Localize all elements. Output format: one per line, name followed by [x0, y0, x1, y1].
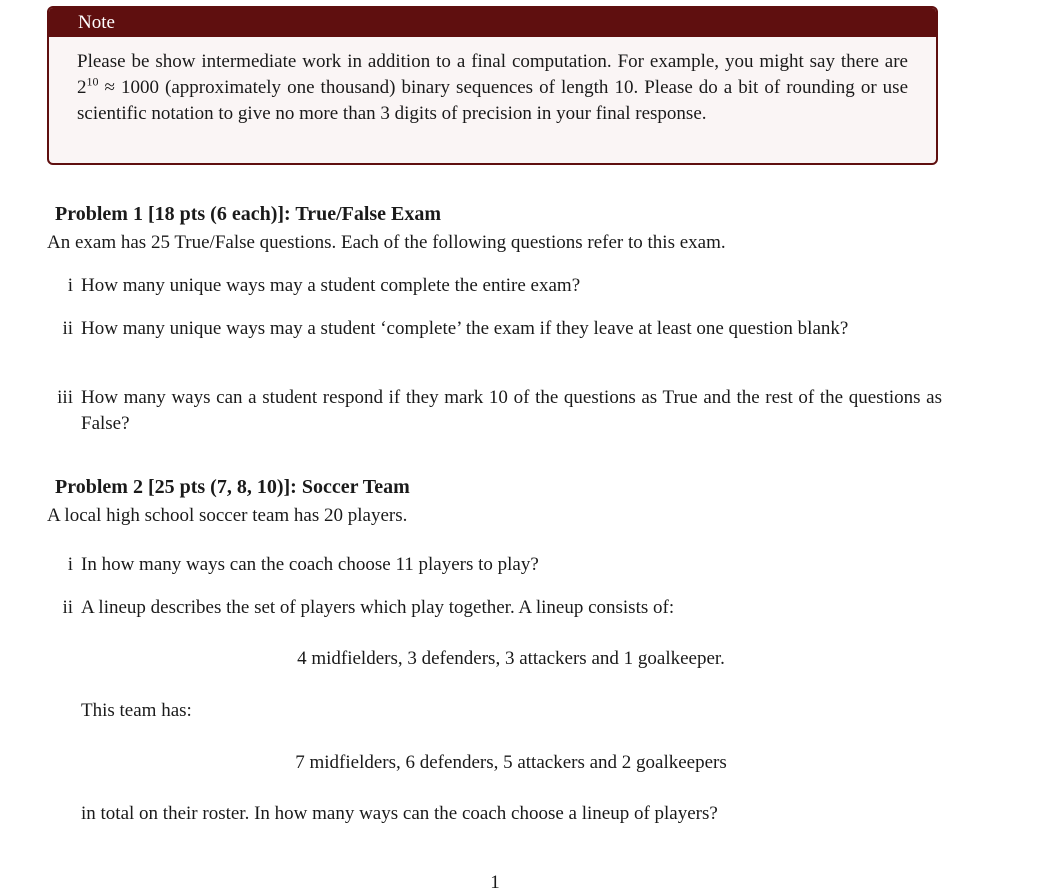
note-body	[49, 37, 936, 127]
item-text: In how many ways can the coach choose 11 players to play?	[81, 554, 539, 575]
note-power: 10	[86, 74, 99, 89]
note-text-after-power: ≈ 1000 (approximately one thousand) binary sequences of length 10. Please do a bit of rounding or use scientific notation to give no more than 3 digits of precision in your final response.	[77, 77, 908, 124]
problem-2-closing: in total on their roster. In how many ways can the coach choose a lineup of players?	[81, 803, 718, 824]
problem-1-item-iii	[47, 385, 942, 437]
item-text: How many unique ways may a student complete the entire exam?	[81, 275, 581, 296]
item-number: ii	[62, 597, 73, 618]
problem-1-heading: Problem 1 [18 pts (6 each)]: True/False Exam	[55, 203, 442, 225]
problem-2-heading: Problem 2 [25 pts (7, 8, 10)]: Soccer Team	[55, 476, 410, 498]
item-number: ii	[62, 318, 73, 339]
problem-1-item-ii	[47, 316, 942, 342]
roster-composition: 7 midfielders, 6 defenders, 5 attackers and 2 goalkeepers	[295, 752, 727, 773]
item-text: How many ways can a student respond if they mark 10 of the questions as True and the rest of the questions as False?	[81, 387, 942, 434]
note-box	[47, 6, 938, 165]
team-has-label: This team has:	[81, 700, 192, 721]
problem-1-item-i	[47, 273, 942, 299]
item-number: i	[67, 554, 73, 575]
problem-2-item-i	[47, 552, 942, 578]
lineup-composition: 4 midfielders, 3 defenders, 3 attackers and 1 goalkeeper.	[297, 648, 725, 669]
item-text: A lineup describes the set of players which play together. A lineup consists of:	[81, 597, 675, 618]
note-text-before-power: Please be show intermediate work in addition to a final computation. For example, you might say there are 2	[77, 51, 908, 98]
note-title: Note	[49, 8, 936, 37]
problem-2-item-ii	[47, 595, 942, 621]
problem-1-intro: An exam has 25 True/False questions. Each of the following questions refer to this exam.	[47, 232, 726, 253]
page-number: 1	[490, 872, 500, 893]
item-text: How many unique ways may a student ‘complete’ the exam if they leave at least one question blank?	[81, 318, 849, 339]
item-number: iii	[57, 387, 73, 408]
item-number: i	[67, 275, 73, 296]
problem-2-intro: A local high school soccer team has 20 players.	[47, 505, 408, 526]
